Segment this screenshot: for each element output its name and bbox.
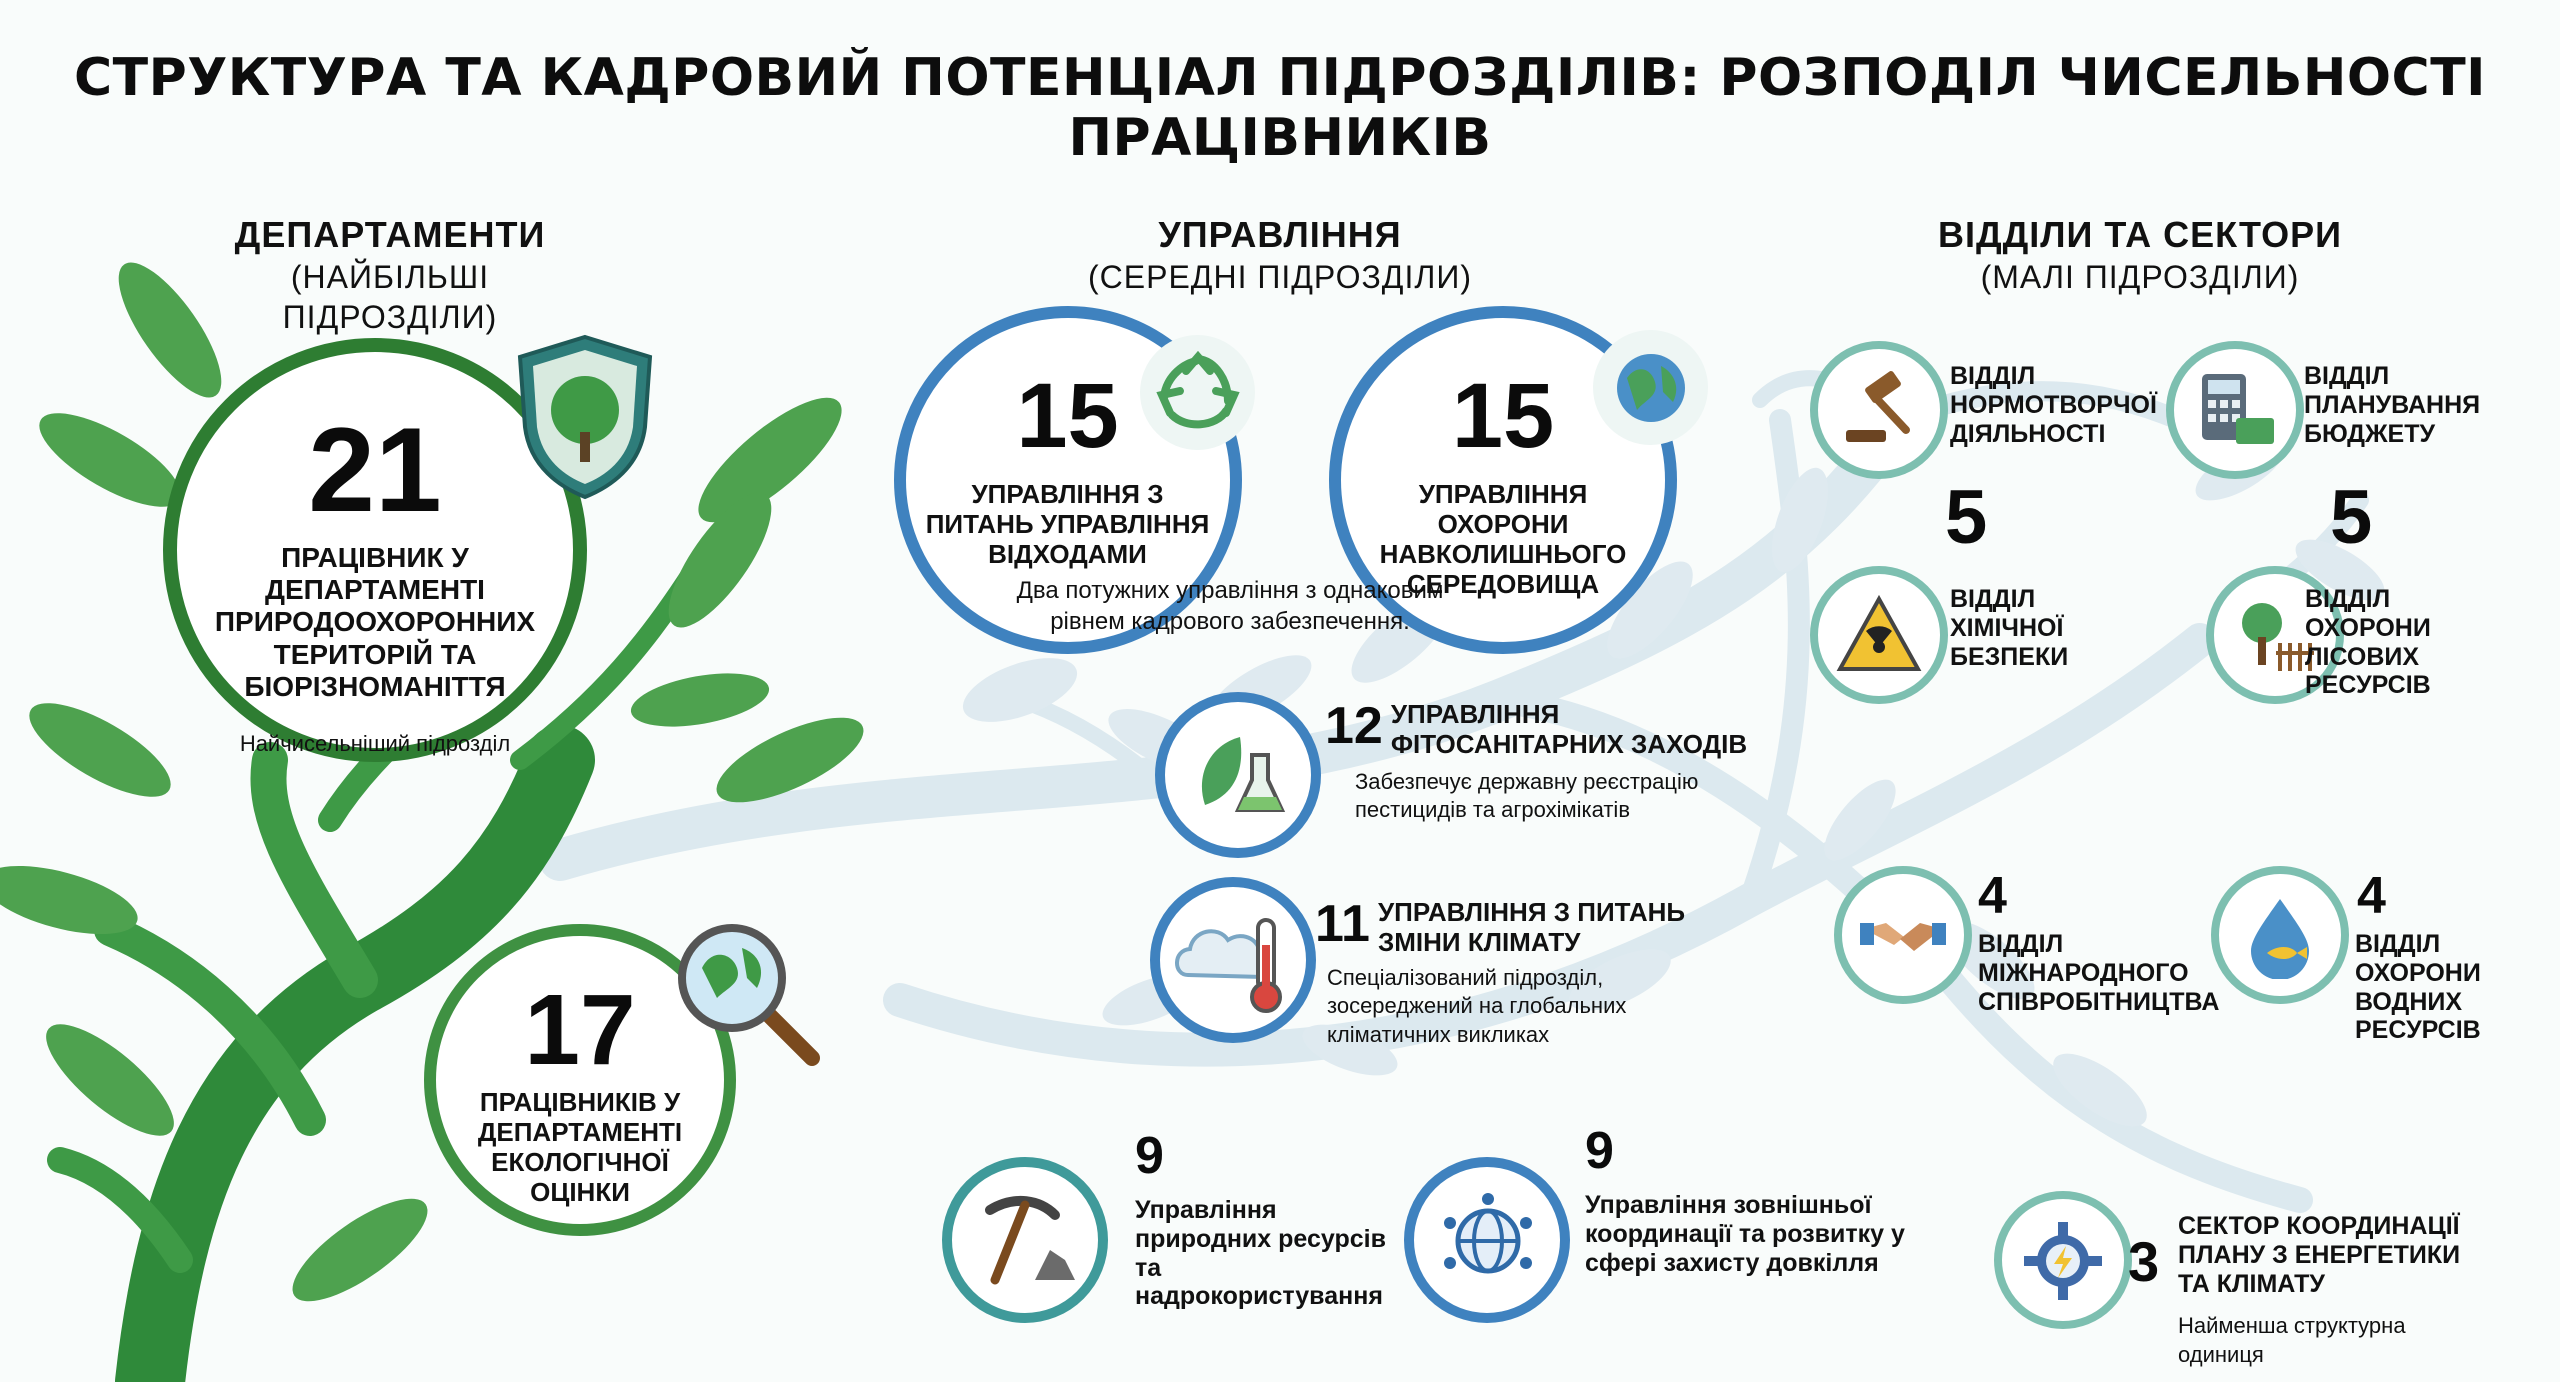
globe-icon (1593, 330, 1708, 445)
division-7-value: 3 (2128, 1230, 2160, 1293)
department-card-2 (470, 974, 690, 1208)
division-4-label: ВІДДІЛ ОХОРОНИ ЛІСОВИХ РЕСУРСІВ (2305, 585, 2431, 700)
directorates-title: УПРАВЛІННЯ (1158, 214, 1402, 255)
departments-title: ДЕПАРТАМЕНТИ (234, 214, 546, 255)
department-2-label: ПРАЦІВНИКІВ У ДЕПАРТАМЕНТІ ЕКОЛОГІЧНОЇ ОЦІНКИ (477, 1087, 683, 1207)
directorate-environment-value: 15 (1451, 365, 1555, 467)
division-1-value: 5 (1945, 475, 1988, 560)
division-2-label: ВІДДІЛ ПЛАНУВАННЯ БЮДЖЕТУ (2304, 362, 2481, 448)
directorates-top-note: Два потужних управління з однаковим рівнем кадрового забезпечення. (1016, 577, 1444, 636)
divisions-header (1880, 212, 2400, 297)
directorates-header (1080, 212, 1480, 297)
directorate-phyto-value: 12 (1325, 697, 1383, 755)
department-1-label: ПРАЦІВНИК У ДЕПАРТАМЕНТІ ПРИРОДООХОРОННИХ ТЕРИТОРІЙ ТА БІОРІЗНОМАНІТТЯ (214, 542, 536, 702)
handshake-icon (1860, 893, 1946, 984)
directorate-climate-note: Спеціалізований підрозділ, зосереджений на глобальних кліматичних викликах (1327, 964, 1627, 1047)
gavel-icon (1836, 368, 1922, 459)
division-3-label: ВІДДІЛ ХІМІЧНОЇ БЕЗПЕКИ (1950, 585, 2069, 671)
department-card-1 (210, 403, 540, 757)
gear-bolt-icon (2020, 1218, 2106, 1309)
directorate-card-coordination (1585, 1122, 1915, 1277)
directorate-climate-label: УПРАВЛІННЯ З ПИТАНЬ ЗМІНИ КЛІМАТУ (1377, 897, 1686, 957)
directorate-phyto-label: УПРАВЛІННЯ ФІТОСАНІТАРНИХ ЗАХОДІВ (1390, 699, 1748, 759)
calculator-icon (2192, 368, 2278, 459)
directorate-coordination-label: Управління зовнішньої координації та розвитку у сфері захисту довкілля (1585, 1191, 1905, 1277)
globe-magnifier-icon (672, 918, 822, 1073)
division-2-value: 5 (2330, 475, 2373, 560)
division-7-note: Найменша структурна одиниця (2178, 1313, 2406, 1367)
directorate-environment-label: УПРАВЛІННЯ ОХОРОНИ НАВКОЛИШНЬОГО СЕРЕДОВИЩА (1379, 479, 1627, 599)
division-5-label: ВІДДІЛ МІЖНАРОДНОГО СПІВРОБІТНИЦТВА (1978, 930, 2220, 1016)
directorate-coordination-value: 9 (1585, 1122, 1614, 1180)
water-drop-icon (2237, 893, 2323, 984)
division-5-value: 4 (1978, 867, 2007, 925)
leaf-flask-icon (1190, 725, 1290, 830)
departments-subtitle: (НАЙБІЛЬШІ ПІДРОЗДІЛИ) (282, 259, 498, 335)
division-6-label: ВІДДІЛ ОХОРОНИ ВОДНИХ РЕСУРСІВ (2355, 930, 2481, 1045)
division-7-label: СЕКТОР КООРДИНАЦІЇ ПЛАНУ З ЕНЕРГЕТИКИ ТА КЛІМАТУ (2178, 1212, 2461, 1298)
departments-header (190, 212, 590, 337)
directorate-resources-label: Управління природних ресурсів та надрокористування (1135, 1196, 1386, 1311)
department-1-note: Найчисельніший підрозділ (239, 730, 511, 756)
directorate-phyto-note: Забезпечує державну реєстрацію пестицидів та агрохімікатів (1355, 768, 1699, 823)
department-1-value: 21 (308, 403, 442, 537)
directorate-waste-value: 15 (1016, 365, 1119, 467)
department-2-value: 17 (524, 974, 636, 1086)
directorate-card-climate (1315, 895, 1715, 1050)
cloud-thermometer-icon (1168, 905, 1298, 1025)
directorate-resources-value: 9 (1135, 1127, 1164, 1185)
pickaxe-icon (980, 1190, 1080, 1295)
directorate-card-phyto (1325, 697, 1765, 825)
division-6-value: 4 (2357, 867, 2386, 925)
recycle-icon (1140, 335, 1255, 450)
directorate-card-resources (1135, 1127, 1415, 1311)
globe-network-icon (1440, 1193, 1536, 1294)
directorates-subtitle: (СЕРЕДНІ ПІДРОЗДІЛИ) (1088, 259, 1472, 295)
divisions-subtitle: (МАЛІ ПІДРОЗДІЛИ) (1980, 259, 2300, 295)
hazard-icon (1836, 593, 1922, 684)
directorate-waste-label: УПРАВЛІННЯ З ПИТАНЬ УПРАВЛІННЯ ВІДХОДАМИ (925, 479, 1210, 569)
shield-tree-icon (515, 332, 655, 507)
divisions-title: ВІДДІЛИ ТА СЕКТОРИ (1937, 214, 2342, 255)
page-title: СТРУКТУРА ТА КАДРОВИЙ ПОТЕНЦІАЛ ПІДРОЗДІЛІВ: РОЗПОДІЛ ЧИСЕЛЬНОСТІ ПРАЦІВНИКІВ (73, 48, 2487, 168)
directorate-climate-value: 11 (1315, 895, 1370, 953)
division-1-label: ВІДДІЛ НОРМОТВОРЧОЇ ДІЯЛЬНОСТІ (1950, 362, 2157, 448)
